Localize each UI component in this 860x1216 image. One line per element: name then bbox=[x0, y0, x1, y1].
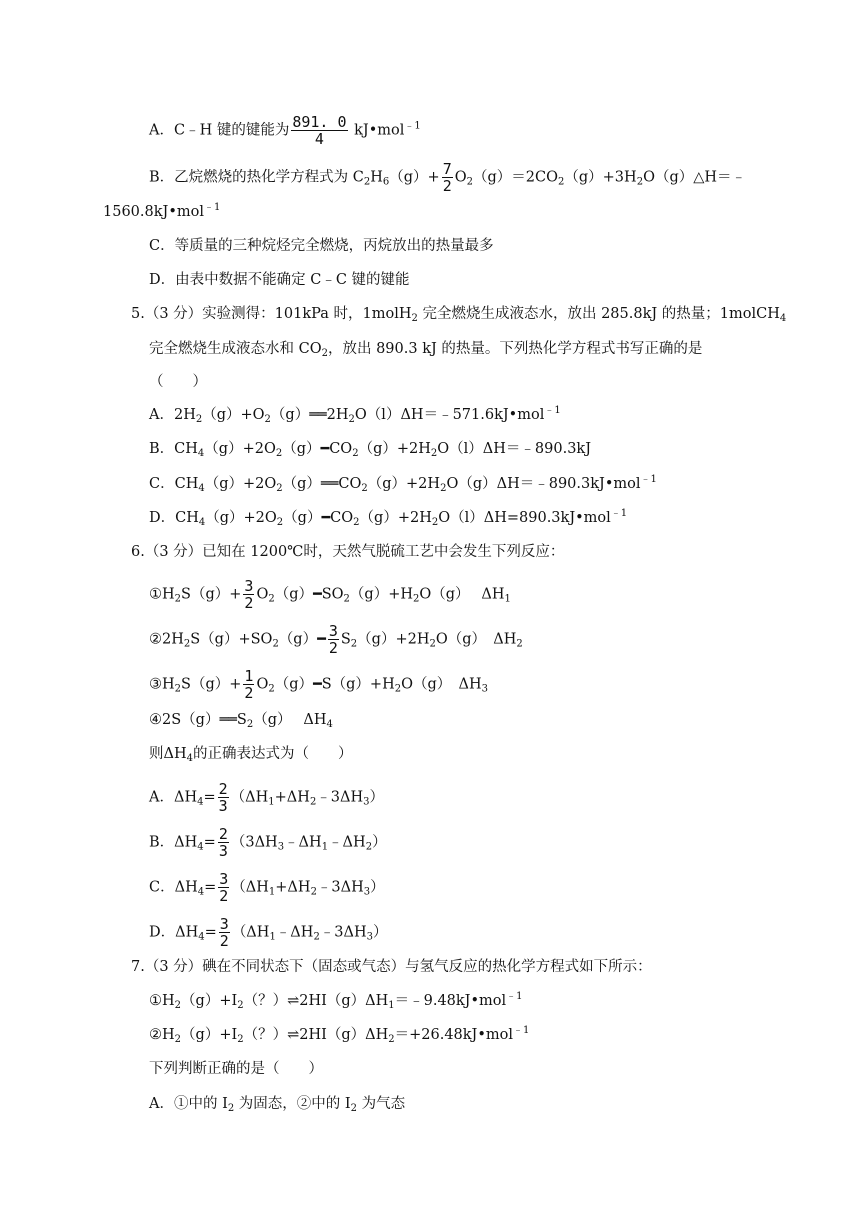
denominator: 2 bbox=[328, 639, 338, 657]
text: （g）+2O bbox=[205, 510, 277, 526]
text: （g）+I bbox=[181, 993, 238, 1009]
text: （g）━CO bbox=[282, 441, 353, 457]
subscript: 2 bbox=[246, 719, 254, 730]
q5-answer-blank: （ ） bbox=[149, 374, 207, 390]
superscript: ﹣1 bbox=[544, 405, 561, 416]
text: ﹣ΔH bbox=[328, 834, 366, 851]
text: （g）━SO bbox=[274, 586, 344, 603]
denominator: 2 bbox=[219, 887, 229, 905]
subscript: 2 bbox=[413, 593, 420, 605]
text: A．C﹣H 键的键能为 bbox=[149, 122, 290, 139]
text: S bbox=[340, 631, 351, 648]
subscript: 2 bbox=[264, 414, 271, 425]
text: +ΔH bbox=[275, 879, 311, 896]
numerator: 891. 0 bbox=[292, 113, 347, 131]
subscript: 2 bbox=[394, 683, 402, 695]
subscript: 2 bbox=[411, 313, 418, 324]
text: D．ΔH bbox=[149, 924, 199, 941]
text: B．乙烷燃烧的热化学方程式为 C bbox=[149, 169, 364, 186]
subscript: 2 bbox=[321, 348, 328, 359]
subscript: 1 bbox=[268, 886, 276, 898]
text: （g）+ bbox=[389, 169, 440, 186]
text: （g）+2H bbox=[359, 510, 432, 526]
subscript: 2 bbox=[227, 1103, 235, 1114]
text: O（g）△H＝﹣ bbox=[643, 169, 747, 186]
q4-option-c[interactable]: C．等质量的三种烷烃完全燃烧，丙烷放出的热量最多 bbox=[149, 238, 494, 254]
q7-reaction-1 bbox=[149, 991, 523, 1011]
text: C．CH bbox=[149, 476, 199, 492]
subscript: 2 bbox=[195, 414, 203, 425]
subscript: 3 bbox=[363, 796, 370, 808]
text: O（l）ΔH＝﹣571.6kJ•mol bbox=[354, 407, 545, 423]
subscript: 2 bbox=[237, 1000, 244, 1011]
subscript: 2 bbox=[276, 517, 284, 528]
q6-reaction-2 bbox=[149, 623, 523, 656]
q6-stem: 6.（3 分）已知在 1200℃时，天然气脱硫工艺中会发生下列反应： bbox=[131, 544, 565, 560]
subscript: 2 bbox=[174, 1034, 182, 1045]
text: +ΔH bbox=[274, 789, 310, 806]
subscript: 1 bbox=[504, 593, 511, 605]
text: ②2H bbox=[149, 631, 184, 648]
subscript: 4 bbox=[198, 483, 205, 494]
fraction bbox=[219, 916, 230, 949]
subscript: 3 bbox=[363, 886, 371, 898]
text: O（g） ΔH bbox=[435, 631, 517, 648]
text: （g）+3H bbox=[564, 169, 637, 186]
fraction bbox=[243, 578, 254, 611]
subscript: 1 bbox=[388, 1000, 395, 1011]
fraction bbox=[218, 781, 229, 814]
text: S（g）+SO bbox=[190, 631, 273, 648]
text: D．CH bbox=[149, 510, 199, 526]
numerator: 7 bbox=[442, 160, 452, 178]
subscript: 4 bbox=[198, 517, 206, 528]
text: （3ΔH bbox=[230, 834, 278, 851]
text: ②H bbox=[149, 1027, 175, 1043]
subscript: 2 bbox=[309, 796, 317, 808]
text: （ΔH bbox=[231, 924, 270, 941]
superscript: ﹣1 bbox=[640, 474, 657, 485]
text: ） bbox=[373, 924, 388, 941]
text: ＝﹣9.48kJ•mol bbox=[394, 993, 507, 1009]
superscript: ﹣1 bbox=[513, 1025, 530, 1036]
fraction bbox=[442, 161, 453, 194]
text: O bbox=[454, 169, 467, 186]
text: ） bbox=[370, 879, 385, 896]
text: （g）━ bbox=[278, 631, 326, 648]
q5-stem-line1 bbox=[131, 304, 786, 324]
text: （？）⇌2HI（g）ΔH bbox=[243, 1027, 389, 1043]
subscript: 4 bbox=[198, 931, 205, 943]
text: ，放出 890.3 kJ 的热量。下列热化学方程式书写正确的是 bbox=[327, 341, 703, 357]
numerator: 2 bbox=[218, 780, 228, 798]
subscript: 3 bbox=[481, 683, 489, 695]
text: （g） ΔH bbox=[253, 712, 327, 728]
text: A．ΔH bbox=[149, 789, 198, 806]
subscript: 2 bbox=[268, 593, 275, 605]
text: （？）⇌2HI（g）ΔH bbox=[243, 993, 389, 1009]
subscript: 2 bbox=[310, 886, 317, 898]
subscript: 4 bbox=[326, 719, 333, 730]
text: 为固态，②中的 I bbox=[234, 1096, 351, 1112]
subscript: 2 bbox=[430, 448, 438, 459]
text: （g）+2O bbox=[204, 441, 276, 457]
text: O（g） ΔH bbox=[401, 676, 482, 693]
text: ） bbox=[372, 834, 387, 851]
numerator: 3 bbox=[219, 915, 229, 933]
numerator: 3 bbox=[328, 622, 338, 640]
text: ﹣ΔH bbox=[275, 924, 314, 941]
subscript: 2 bbox=[237, 1034, 244, 1045]
subscript: 4 bbox=[197, 448, 205, 459]
text: H bbox=[370, 169, 383, 186]
q5-stem-line2 bbox=[149, 339, 702, 359]
superscript: ﹣1 bbox=[506, 991, 523, 1002]
text: 完全燃烧生成液态水，放出 285.8kJ 的热量；1molCH bbox=[417, 306, 780, 322]
text: 的正确表达式为（ ） bbox=[193, 746, 353, 762]
text: ﹣3ΔH bbox=[316, 789, 364, 806]
numerator: 3 bbox=[219, 870, 229, 888]
text: ﹣3ΔH bbox=[316, 879, 364, 896]
q6-question bbox=[149, 744, 353, 764]
fraction bbox=[218, 826, 229, 859]
subscript: 6 bbox=[382, 176, 390, 188]
text: （g）+2H bbox=[357, 631, 430, 648]
subscript: 1 bbox=[268, 796, 275, 808]
fraction bbox=[218, 871, 229, 904]
q6-reaction-4 bbox=[149, 710, 333, 730]
text: 完全燃烧生成液态水和 CO bbox=[149, 341, 322, 357]
text: = bbox=[204, 879, 217, 896]
text: （g）━S（g）+H bbox=[274, 676, 395, 693]
subscript: 2 bbox=[431, 517, 439, 528]
q6-option-c[interactable] bbox=[149, 871, 385, 904]
text: S（g）+ bbox=[181, 586, 242, 603]
text: = bbox=[204, 924, 217, 941]
subscript: 2 bbox=[558, 176, 565, 188]
text: A．①中的 I bbox=[149, 1096, 228, 1112]
fraction bbox=[291, 114, 347, 147]
q4-option-d[interactable]: D．由表中数据不能确定 C﹣C 键的键能 bbox=[149, 272, 410, 288]
subscript: 2 bbox=[174, 593, 182, 605]
subscript: 2 bbox=[363, 176, 371, 188]
q4-option-a[interactable] bbox=[149, 114, 421, 147]
q7-question: 下列判断正确的是（ ） bbox=[149, 1061, 323, 1077]
denominator: 2 bbox=[244, 594, 254, 612]
q7-reaction-2 bbox=[149, 1025, 529, 1045]
text: A．2H bbox=[149, 407, 196, 423]
text: （g）+H bbox=[349, 586, 413, 603]
text: ④2S（g）══S bbox=[149, 712, 247, 728]
text: O bbox=[256, 676, 269, 693]
text: O（g） ΔH bbox=[419, 586, 505, 603]
subscript: 3 bbox=[277, 841, 285, 853]
q7-stem: 7.（3 分）碘在不同状态下（固态或气态）与氢气反应的热化学方程式如下所示： bbox=[131, 959, 652, 975]
subscript: 2 bbox=[343, 593, 350, 605]
q6-option-a[interactable] bbox=[149, 781, 384, 814]
text: = bbox=[203, 789, 216, 806]
subscript: 2 bbox=[350, 1103, 358, 1114]
subscript: 2 bbox=[174, 1000, 182, 1011]
text: ＝+26.48kJ•mol bbox=[394, 1027, 514, 1043]
text: ﹣ΔH bbox=[284, 834, 322, 851]
subscript: 2 bbox=[183, 638, 191, 650]
subscript: 2 bbox=[353, 517, 360, 528]
subscript: 2 bbox=[352, 448, 359, 459]
text: O bbox=[256, 586, 269, 603]
subscript: 4 bbox=[779, 313, 787, 324]
subscript: 4 bbox=[186, 753, 193, 764]
q5-option-d[interactable] bbox=[149, 508, 627, 528]
text: kJ•mol bbox=[349, 122, 405, 139]
subscript: 2 bbox=[361, 483, 368, 494]
text: B．CH bbox=[149, 441, 198, 457]
q6-option-b[interactable] bbox=[149, 826, 387, 859]
subscript: 2 bbox=[275, 448, 283, 459]
text: 则ΔH bbox=[149, 746, 187, 762]
superscript: ﹣1 bbox=[404, 120, 421, 132]
subscript: 3 bbox=[366, 931, 374, 943]
subscript: 1 bbox=[321, 841, 329, 853]
text: （ΔH bbox=[231, 879, 269, 896]
text: （g）══2H bbox=[270, 407, 349, 423]
q6-reaction-3 bbox=[149, 668, 488, 701]
subscript: 2 bbox=[516, 638, 523, 650]
fraction bbox=[243, 668, 254, 701]
text: O（g）ΔH＝﹣890.3kJ•mol bbox=[446, 476, 641, 492]
subscript: 2 bbox=[276, 483, 283, 494]
text: O（l）ΔH＝﹣890.3kJ bbox=[437, 441, 592, 457]
numerator: 2 bbox=[218, 825, 228, 843]
q4-option-b-continued bbox=[103, 202, 220, 222]
denominator: 4 bbox=[314, 130, 324, 148]
text: B．ΔH bbox=[149, 834, 198, 851]
denominator: 2 bbox=[219, 932, 229, 950]
subscript: 4 bbox=[197, 886, 205, 898]
text: （g）══CO bbox=[282, 476, 362, 492]
text: 5.（3 分）实验测得：101kPa 时，1molH bbox=[131, 306, 412, 322]
text: = bbox=[203, 834, 216, 851]
subscript: 2 bbox=[350, 638, 358, 650]
text: ①H bbox=[149, 993, 175, 1009]
denominator: 3 bbox=[218, 842, 228, 860]
denominator: 2 bbox=[442, 177, 452, 195]
subscript: 2 bbox=[440, 483, 447, 494]
text: ①H bbox=[149, 586, 175, 603]
text: O（l）ΔH=890.3kJ•mol bbox=[438, 510, 611, 526]
text: ③H bbox=[149, 676, 175, 693]
subscript: 2 bbox=[272, 638, 279, 650]
superscript: ﹣1 bbox=[204, 202, 221, 213]
subscript: 2 bbox=[365, 841, 373, 853]
text: （g）+O bbox=[202, 407, 265, 423]
q4-option-b[interactable] bbox=[149, 161, 746, 194]
subscript: 2 bbox=[174, 683, 182, 695]
superscript: ﹣1 bbox=[610, 508, 628, 519]
denominator: 3 bbox=[218, 797, 228, 815]
q6-option-d[interactable] bbox=[149, 916, 388, 949]
text: 1560.8kJ•mol bbox=[103, 204, 205, 220]
numerator: 3 bbox=[244, 577, 254, 595]
text: ﹣3ΔH bbox=[319, 924, 367, 941]
text: 为气态 bbox=[357, 1096, 406, 1112]
numerator: 1 bbox=[244, 667, 254, 685]
subscript: 2 bbox=[388, 1034, 395, 1045]
subscript: 4 bbox=[197, 841, 204, 853]
text: S（g）+ bbox=[181, 676, 242, 693]
text: （g）+2O bbox=[204, 476, 277, 492]
subscript: 2 bbox=[313, 931, 320, 943]
subscript: 2 bbox=[268, 683, 275, 695]
text: （g）+2H bbox=[367, 476, 441, 492]
subscript: 2 bbox=[429, 638, 436, 650]
q5-option-b[interactable] bbox=[149, 439, 591, 459]
text: （g）+I bbox=[181, 1027, 238, 1043]
text: ） bbox=[369, 789, 385, 806]
subscript: 1 bbox=[269, 931, 276, 943]
subscript: 2 bbox=[636, 176, 644, 188]
q7-option-a[interactable] bbox=[149, 1094, 405, 1114]
subscript: 4 bbox=[197, 796, 204, 808]
text: C．ΔH bbox=[149, 879, 198, 896]
text: （g）━CO bbox=[283, 510, 354, 526]
text: （g）+2H bbox=[358, 441, 431, 457]
text: （g）＝2CO bbox=[473, 169, 558, 186]
q5-option-c[interactable] bbox=[149, 474, 657, 494]
fraction bbox=[328, 623, 339, 656]
q5-option-a[interactable] bbox=[149, 405, 561, 425]
subscript: 2 bbox=[466, 176, 473, 188]
denominator: 2 bbox=[244, 684, 254, 702]
text: （ΔH bbox=[230, 789, 269, 806]
q6-reaction-1 bbox=[149, 578, 511, 611]
subscript: 2 bbox=[348, 414, 355, 425]
